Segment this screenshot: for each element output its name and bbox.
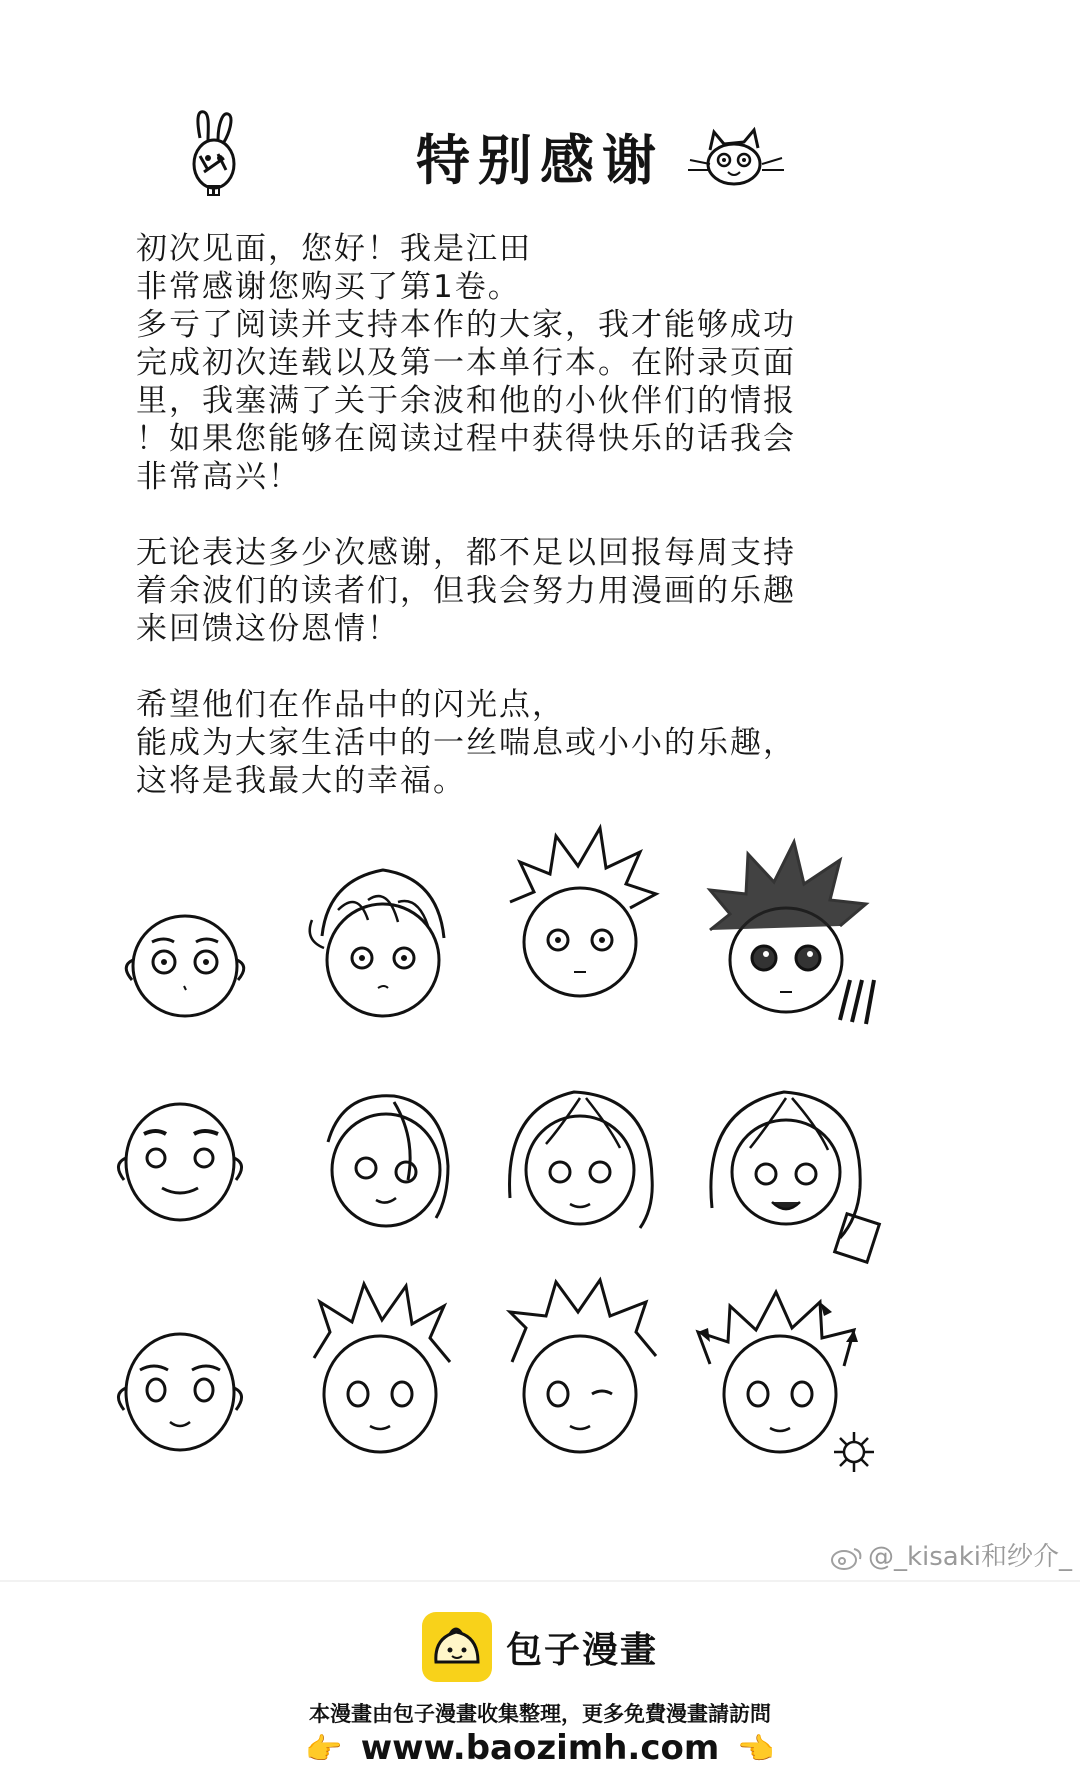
letter-line: 来回馈这份恩情！ (136, 611, 400, 647)
watermark-text: @_kisaki和纱介_ (867, 1542, 1072, 1572)
letter-paragraph (136, 686, 896, 800)
letter-line: 能成为大家生活中的一丝喘息或小小的乐趣， (136, 725, 796, 761)
page-title: 特别感谢 (416, 129, 664, 192)
afterword-letter (136, 230, 896, 838)
weibo-icon (830, 1545, 864, 1571)
letter-line: 非常高兴！ (136, 459, 301, 495)
footer-notice: 本漫畫由包子漫畫收集整理，更多免費漫畫請訪問 (309, 1702, 771, 1726)
letter-paragraph (136, 534, 896, 648)
character-sketch (684, 1272, 884, 1482)
letter-line: 希望他们在作品中的闪光点， (136, 687, 565, 723)
letter-line: 这将是我最大的幸福。 (136, 763, 466, 799)
character-sketch (298, 840, 468, 1030)
letter-line: 着余波们的读者们，但我会努力用漫画的乐趣 (136, 573, 796, 609)
character-sketch (100, 1088, 260, 1238)
letter-line: 无论表达多少次感谢，都不足以回报每周支持 (136, 535, 796, 571)
footer-divider (0, 1580, 1080, 1582)
brand-header[interactable] (0, 1612, 1080, 1682)
letter-line: 初次见面，您好！我是江田 (136, 231, 532, 267)
letter-line: 里，我塞满了关于余波和他的小伙伴们的情报 (136, 383, 796, 419)
brand-name: 包子漫畫 (505, 1629, 658, 1671)
letter-line: ！如果您能够在阅读过程中获得快乐的话我会 (136, 421, 796, 457)
character-sketch (490, 1068, 670, 1248)
letter-line: 非常感谢您购买了第1卷。 (136, 269, 521, 305)
character-sketch (690, 1068, 890, 1268)
character-sketch (290, 1272, 470, 1472)
pointing-left-hand-icon: 👈 (737, 1732, 775, 1767)
weibo-watermark (830, 1536, 1072, 1573)
character-sketch (490, 812, 670, 1012)
character-sketch-grid (100, 840, 1000, 1480)
character-sketch (490, 1272, 670, 1472)
character-sketch (110, 900, 260, 1030)
footer-link[interactable] (0, 1728, 1080, 1768)
bun-logo-icon (422, 1612, 492, 1682)
character-sketch (298, 1068, 478, 1248)
letter-line: 完成初次连载以及第一本单行本。在附录页面 (136, 345, 796, 381)
letter-paragraph (136, 230, 896, 496)
site-url[interactable]: www.baozimh.com (360, 1728, 720, 1768)
letter-line: 多亏了阅读并支持本作的大家，我才能够成功 (136, 307, 796, 343)
character-sketch (690, 830, 890, 1040)
pointing-right-hand-icon: 👉 (305, 1732, 343, 1767)
character-sketch (100, 1318, 260, 1468)
